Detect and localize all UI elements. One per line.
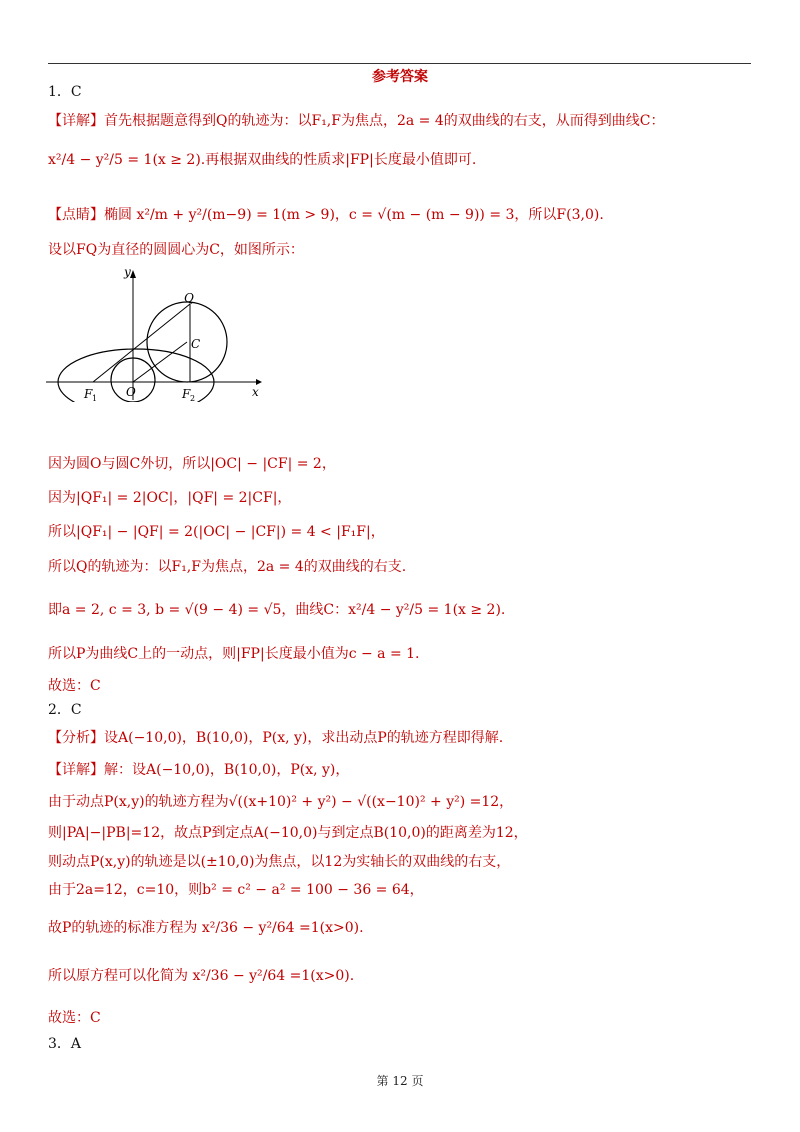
label-q: Q <box>184 291 194 305</box>
text-line: 所以|QF₁| − |QF| = 2(|OC| − |CF|) = 4 < |F₁F|， <box>48 524 385 540</box>
geometry-figure <box>40 262 270 402</box>
text-line: 因为圆O与圆C外切，所以|OC| − |CF| = 2， <box>48 456 336 472</box>
text-line: 故选：C <box>48 1010 101 1026</box>
text-line: 由于2a=12，c=10，则b² = c² − a² = 100 − 36 = 64， <box>48 882 424 898</box>
text-line: 【详解】首先根据题意得到Q的轨迹为：以F₁,F为焦点，2a = 4的双曲线的右支，从而得到曲线C： <box>48 113 665 129</box>
label-f1: F <box>84 387 93 401</box>
question-number: 3．A <box>48 1036 82 1052</box>
label-f1-sub: 1 <box>92 394 98 402</box>
header-rule <box>48 63 751 64</box>
text-line: 所以原方程可以化简为 x²/36 − y²/64 =1(x>0). <box>48 968 355 984</box>
text-line: 则动点P(x,y)的轨迹是以(±10,0)为焦点，以12为实轴长的双曲线的右支， <box>48 854 511 870</box>
text-line: 所以Q的轨迹为：以F₁,F为焦点，2a = 4的双曲线的右支. <box>48 559 407 575</box>
page-number: 第 12 页 <box>376 1074 424 1088</box>
text-line: 所以P为曲线C上的一动点，则|FP|长度最小值为c − a = 1. <box>48 646 420 662</box>
text-line: 故P的轨迹的标准方程为 x²/36 − y²/64 =1(x>0). <box>48 920 364 936</box>
label-f2-sub: 2 <box>190 394 196 402</box>
text-line: 则|PA|−|PB|=12，故点P到定点A(−10,0)与到定点B(10,0)的距离差为12， <box>48 825 528 841</box>
label-y: y <box>124 265 131 279</box>
text-line: 【分析】设A(−10,0)，B(10,0)，P(x, y)，求出动点P的轨迹方程即得解. <box>48 730 504 746</box>
text-line: 【点睛】椭圆 x²/m + y²/(m−9) = 1(m > 9)，c = √(m − (m − 9)) = 3，所以F(3,0). <box>48 207 604 223</box>
text-line: x²/4 − y²/5 = 1(x ≥ 2).再根据双曲线的性质求|FP|长度最小值即可. <box>48 152 477 168</box>
text-line: 由于动点P(x,y)的轨迹方程为√((x+10)² + y²) − √((x−10)² + y²) =12， <box>48 794 514 810</box>
text-line: 【详解】解：设A(−10,0)，B(10,0)，P(x, y)， <box>48 762 350 778</box>
text-line: 设以FQ为直径的圆圆心为C，如图所示： <box>48 242 304 258</box>
ellipse-circles-diagram <box>40 262 270 402</box>
y-axis-arrow <box>130 270 136 278</box>
text-line: 故选：C <box>48 678 101 694</box>
page-title: 参考答案 <box>372 69 428 85</box>
question-number: 1．C <box>48 84 82 100</box>
question-number: 2．C <box>48 702 82 718</box>
label-x: x <box>252 385 259 399</box>
label-c: C <box>191 337 201 351</box>
text-line: 因为|QF₁| = 2|OC|，|QF| = 2|CF|， <box>48 490 292 506</box>
label-o: O <box>126 385 136 399</box>
label-f2: F <box>182 387 191 401</box>
text-line: 即a = 2, c = 3, b = √(9 − 4) = √5，曲线C：x²/4 − y²/5 = 1(x ≥ 2). <box>48 602 506 618</box>
